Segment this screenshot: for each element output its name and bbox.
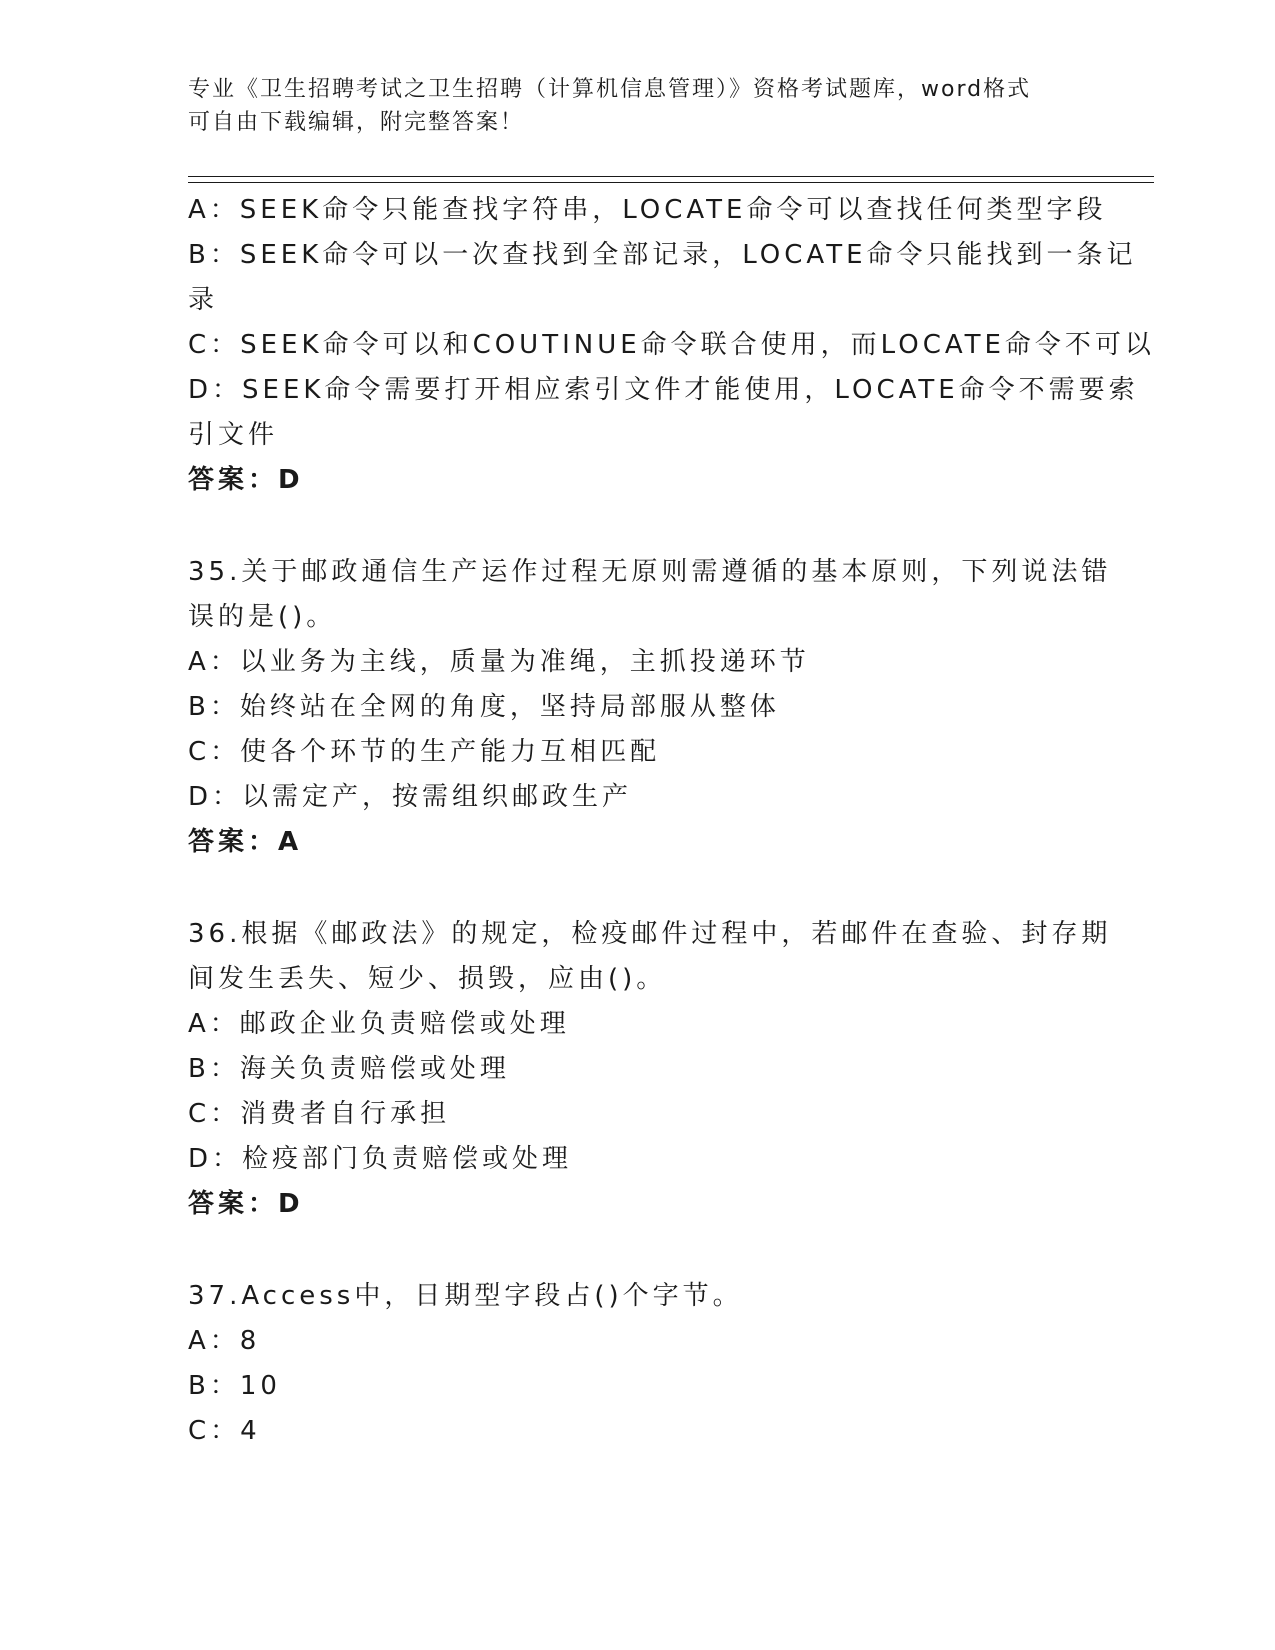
option-c: C：消费者自行承担: [188, 1099, 451, 1129]
option-b: B：10: [188, 1371, 281, 1401]
option-a: A：SEEK命令只能查找字符串，LOCATE命令可以查找任何类型字段: [188, 195, 1107, 225]
document-header: [188, 73, 1088, 139]
option-c: C：4: [188, 1416, 261, 1446]
option-a: A：以业务为主线，质量为准绳，主抓投递环节: [188, 647, 810, 677]
question-text-line-1: 36.根据《邮政法》的规定，检疫邮件过程中，若邮件在查验、封存期: [188, 919, 1112, 949]
spacer: [188, 1227, 1088, 1274]
question-text-line-2: 间发生丢失、短少、损毁，应由()。: [188, 964, 667, 994]
header-line-1: 专业《卫生招聘考试之卫生招聘（计算机信息管理）》资格考试题库，word格式: [188, 77, 1032, 102]
option-a: A：邮政企业负责赔偿或处理: [188, 1009, 570, 1039]
option-d-line-1: D：SEEK命令需要打开相应索引文件才能使用，LOCATE命令不需要索: [188, 375, 1139, 405]
option-b-line-1: B：SEEK命令可以一次查找到全部记录，LOCATE命令只能找到一条记: [188, 240, 1137, 270]
question-list: [188, 188, 1155, 1454]
option-d: D：检疫部门负责赔偿或处理: [188, 1144, 573, 1174]
option-c: C：使各个环节的生产能力互相匹配: [188, 737, 661, 767]
option-b: B：始终站在全网的角度，坚持局部服从整体: [188, 692, 780, 722]
option-b-line-2: 录: [188, 285, 219, 315]
question-text-line-2: 误的是()。: [188, 602, 337, 632]
question-35-block: [188, 550, 1112, 865]
option-d-line-2: 引文件: [188, 420, 279, 450]
answer: 答案：D: [188, 465, 304, 495]
question-34-block: [188, 188, 1155, 503]
spacer: [188, 503, 1088, 550]
question-text-line-1: 35.关于邮政通信生产运作过程无原则需遵循的基本原则，下列说法错: [188, 557, 1112, 587]
header-divider-top: [188, 176, 1154, 177]
answer: 答案：A: [188, 827, 303, 857]
question-37-block: [188, 1274, 1088, 1454]
answer: 答案：D: [188, 1189, 304, 1219]
header-divider-bottom: [188, 182, 1154, 183]
option-c: C：SEEK命令可以和COUTINUE命令联合使用，而LOCATE命令不可以: [188, 330, 1155, 360]
option-b: B：海关负责赔偿或处理: [188, 1054, 510, 1084]
question-36-block: [188, 912, 1112, 1227]
header-line-2: 可自由下载编辑，附完整答案！: [188, 110, 525, 135]
option-d: D：以需定产，按需组织邮政生产: [188, 782, 633, 812]
option-a: A：8: [188, 1326, 261, 1356]
question-text: 37.Access中，日期型字段占()个字节。: [188, 1281, 743, 1311]
spacer: [188, 865, 1088, 912]
